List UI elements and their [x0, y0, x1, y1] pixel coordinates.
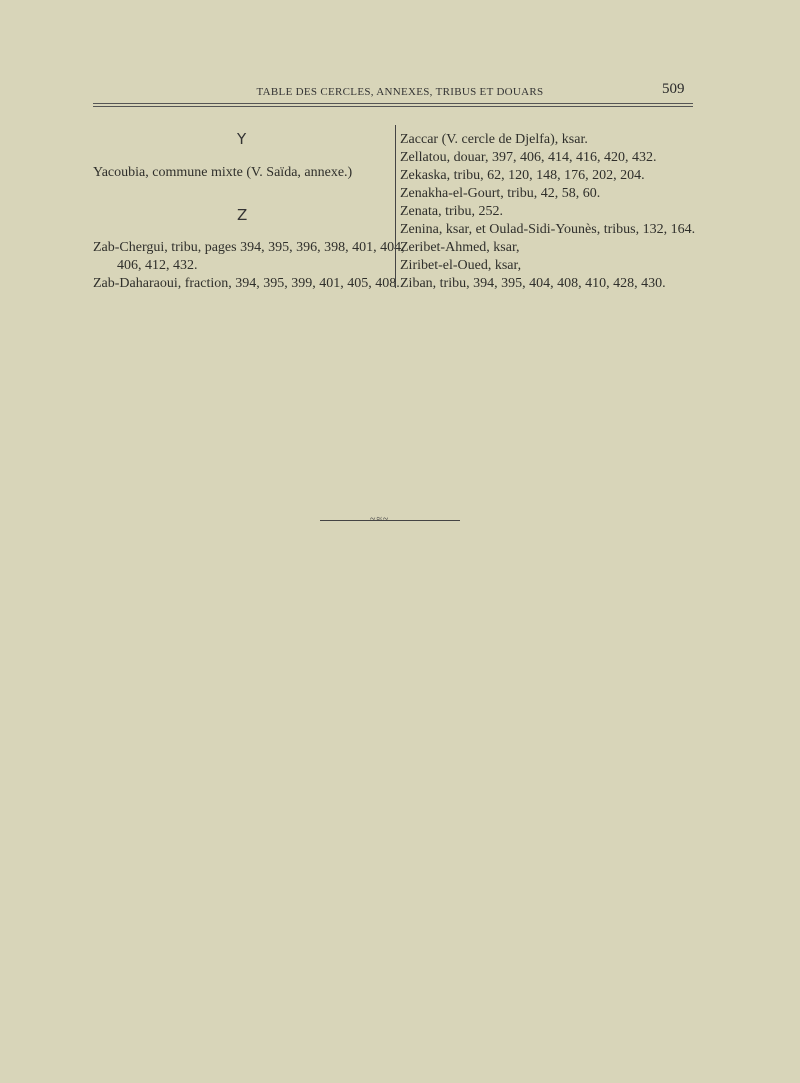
header-rule	[93, 103, 693, 107]
column-divider	[395, 125, 396, 288]
index-entry: Zekaska, tribu, 62, 120, 148, 176, 202, 204.	[400, 168, 645, 183]
index-entry: Zaccar (V. cercle de Djelfa), ksar.	[400, 132, 588, 147]
running-title: TABLE DES CERCLES, ANNEXES, TRIBUS ET DOUARS	[256, 86, 544, 98]
end-ornament-rule	[320, 520, 460, 521]
index-entry: Ziban, tribu, 394, 395, 404, 408, 410, 428, 430.	[400, 276, 666, 291]
index-entry: Zellatou, douar, 397, 406, 414, 416, 420, 432.	[400, 150, 657, 165]
index-entry-continuation: 406, 412, 432.	[117, 258, 198, 273]
index-entry: Zenata, tribu, 252.	[400, 204, 504, 219]
index-entry: Zenakha-el-Gourt, tribu, 42, 58, 60.	[400, 186, 601, 201]
end-ornament: ~≈~	[370, 514, 390, 525]
section-letter-y: Y	[237, 130, 247, 148]
index-entry: Ziribet-el-Oued, ksar,	[400, 258, 522, 273]
index-entry: Zab-Chergui, tribu, pages 394, 395, 396, 398, 401, 404,	[93, 240, 405, 255]
index-entry: Yacoubia, commune mixte (V. Saïda, annexe.)	[93, 165, 353, 180]
index-entry: Zeribet-Ahmed, ksar,	[400, 240, 520, 255]
page-number: 509	[662, 81, 685, 97]
index-entry: Zenina, ksar, et Oulad-Sidi-Younès, tribus, 132, 164.	[400, 222, 696, 237]
index-entry: Zab-Daharaoui, fraction, 394, 395, 399, 401, 405, 408.	[93, 276, 400, 291]
section-letter-z: Z	[237, 206, 248, 224]
